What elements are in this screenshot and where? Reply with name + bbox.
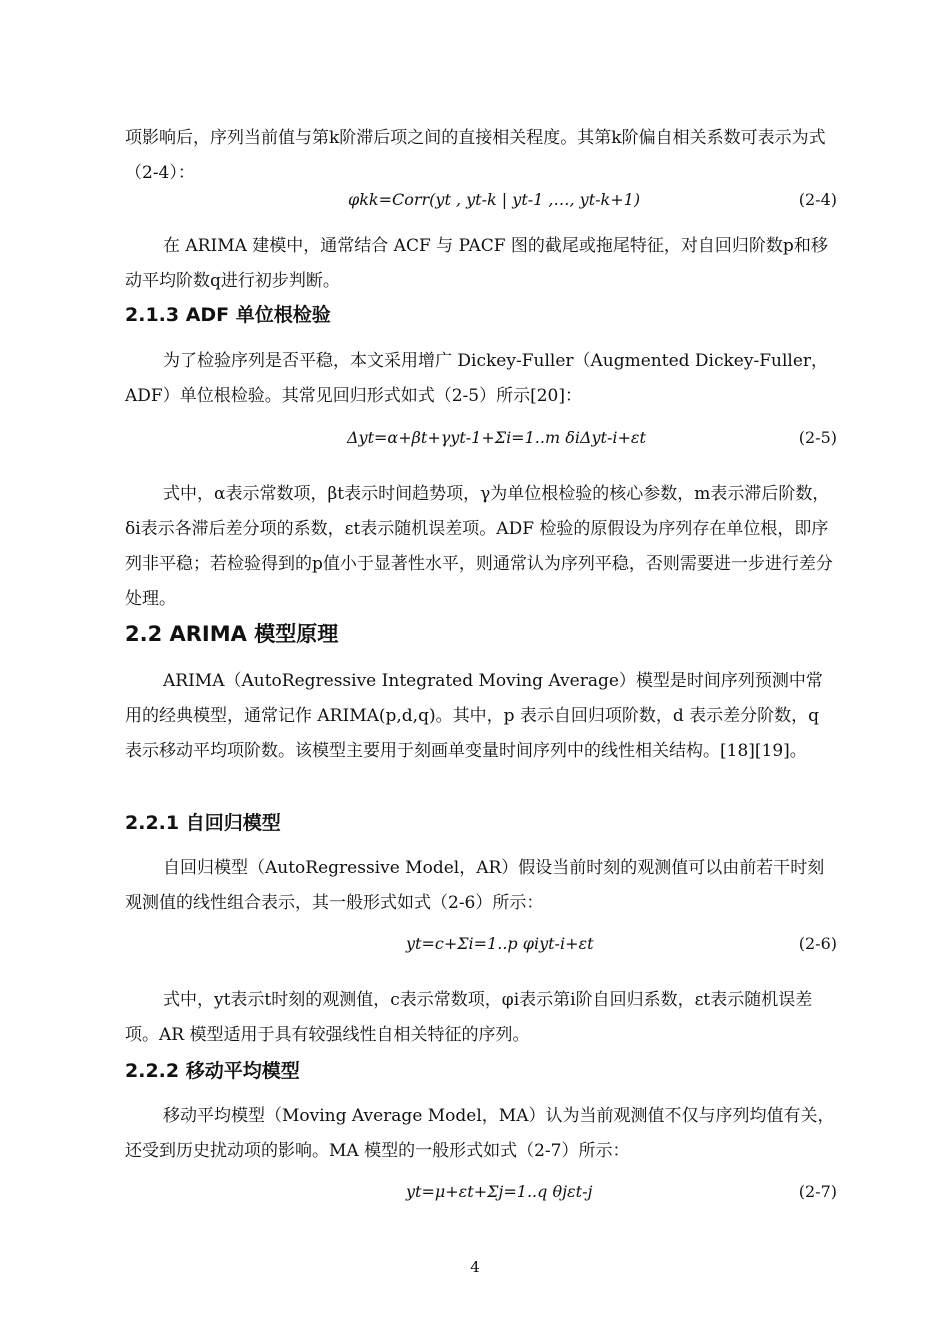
paragraph-adf-intro: 为了检验序列是否平稳，本文采用增广 Dickey-Fuller（Augmented Dickey-Fuller，ADF）单位根检验。其常见回归形式如式（2-5）所示[20]： bbox=[125, 351, 829, 406]
paragraph-pacf-intro: 项影响后，序列当前值与第k阶滞后项之间的直接相关程度。其第k阶偏自相关系数可表示为式（2-4）： bbox=[125, 128, 826, 183]
heading-2-2: 2.2 ARIMA 模型原理 bbox=[125, 622, 339, 646]
equation-2-6-number: (2-6) bbox=[798, 934, 837, 953]
equation-2-7-body: yt=μ+εt+Σj=1..q θjεt-j bbox=[406, 1182, 593, 1201]
equation-2-5-number: (2-5) bbox=[798, 428, 837, 447]
paragraph-acf-pacf: 在 ARIMA 建模中，通常结合 ACF 与 PACF 图的截尾或拖尾特征，对自回归阶数p和移动平均阶数q进行初步判断。 bbox=[125, 236, 828, 291]
equation-2-4 bbox=[125, 182, 837, 226]
equation-2-5 bbox=[125, 420, 837, 464]
paragraph-arima-intro: ARIMA（AutoRegressive Integrated Moving Average）模型是时间序列预测中常用的经典模型，通常记作 ARIMA(p,d,q)。其中，p 表示自回归项阶数，d 表示差分阶数，q 表示移动平均项阶数。该模型主要用于刻画单变量时间序列中的线性相关结构。[18][19]。 bbox=[125, 671, 823, 761]
equation-2-4-body: φkk=Corr(yt , yt-k | yt-1 ,…, yt-k+1) bbox=[348, 190, 641, 209]
paragraph-adf-explain: 式中，α表示常数项，βt表示时间趋势项，γ为单位根检验的核心参数，m表示滞后阶数，δi表示各滞后差分项的系数，εt表示随机误差项。ADF 检验的原假设为序列存在单位根，即序列非平稳；若检验得到的p值小于显著性水平，则通常认为序列平稳，否则需要进一步进行差分处理。 bbox=[125, 484, 833, 609]
equation-2-5-body: Δyt=α+βt+γyt-1+Σi=1..m δiΔyt-i+εt bbox=[347, 428, 646, 447]
heading-2-2-1: 2.2.1 自回归模型 bbox=[125, 812, 281, 834]
page-number: 4 bbox=[470, 1258, 480, 1276]
equation-2-6-body: yt=c+Σi=1..p φiyt-i+εt bbox=[406, 934, 594, 953]
paragraph-ma-intro: 移动平均模型（Moving Average Model，MA）认为当前观测值不仅与序列均值有关，还受到历史扰动项的影响。MA 模型的一般形式如式（2-7）所示： bbox=[125, 1106, 835, 1161]
equation-2-4-number: (2-4) bbox=[798, 190, 837, 209]
paragraph-ar-explain: 式中，yt表示t时刻的观测值，c表示常数项，φi表示第i阶自回归系数，εt表示随机误差项。AR 模型适用于具有较强线性自相关特征的序列。 bbox=[125, 990, 813, 1045]
paragraph-ar-intro: 自回归模型（AutoRegressive Model，AR）假设当前时刻的观测值可以由前若干时刻观测值的线性组合表示，其一般形式如式（2-6）所示： bbox=[125, 858, 825, 913]
heading-2-1-3: 2.1.3 ADF 单位根检验 bbox=[125, 304, 331, 326]
equation-2-7 bbox=[125, 1174, 837, 1218]
heading-2-2-2: 2.2.2 移动平均模型 bbox=[125, 1060, 300, 1082]
equation-2-6 bbox=[125, 926, 837, 970]
equation-2-7-number: (2-7) bbox=[798, 1182, 837, 1201]
